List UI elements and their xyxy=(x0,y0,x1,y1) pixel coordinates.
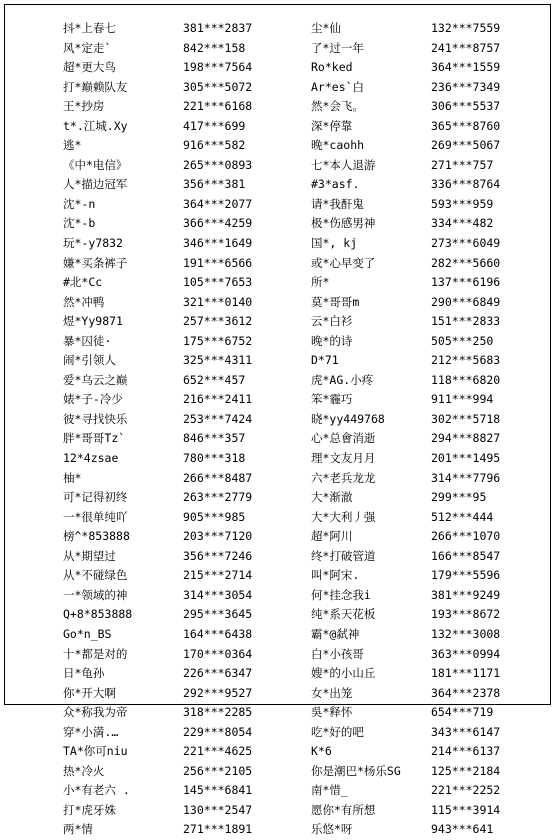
phone-number: 305***5072 xyxy=(183,79,253,94)
phone-number: 366***4259 xyxy=(183,216,253,231)
user-name: 或*心早变了 xyxy=(311,255,376,270)
user-name: 逃* xyxy=(63,138,82,153)
user-name: 然*会飞。 xyxy=(311,99,364,114)
phone-number: 363***0994 xyxy=(431,646,501,661)
user-name: 大*大利丿强 xyxy=(311,509,376,524)
user-name: 大*渐澈 xyxy=(311,490,353,505)
phone-number: 381***9249 xyxy=(431,587,501,602)
user-name: 六*老兵龙龙 xyxy=(311,470,376,485)
phone-number: 282***5660 xyxy=(431,255,501,270)
user-name: 爱*乌云之巅 xyxy=(63,372,128,387)
phone-number: 193***8672 xyxy=(431,607,501,622)
phone-number: 164***6438 xyxy=(183,626,253,641)
user-name: 叫*阿宋. xyxy=(311,568,360,583)
user-name: 人*描边冠军 xyxy=(63,177,128,192)
phone-number: 216***2411 xyxy=(183,392,253,407)
user-name: 嫂*的小山丘 xyxy=(311,666,376,681)
phone-number: 166***8547 xyxy=(431,548,501,563)
user-name: 请*我酐鬼 xyxy=(311,196,364,211)
phone-number: 306***5537 xyxy=(431,99,501,114)
phone-number: 201***1495 xyxy=(431,451,501,466)
user-name: 莫*哥哥m xyxy=(311,294,360,309)
user-name: 小*有老六 . xyxy=(63,783,130,798)
user-name: 闹*引领人 xyxy=(63,353,116,368)
user-name: 白*小孩哥 xyxy=(311,646,364,661)
phone-number: 505***250 xyxy=(431,333,494,348)
user-name: 玩*-y7832 xyxy=(63,236,123,251)
phone-number: 364***1559 xyxy=(431,60,501,75)
phone-number: 417***699 xyxy=(183,118,246,133)
user-name: 超*更大鸟 xyxy=(63,60,116,75)
phone-number: 181***1171 xyxy=(431,666,501,681)
user-name: Go*n_BS xyxy=(63,626,112,641)
user-name: 晚*caohh xyxy=(311,138,365,153)
user-name: 吃*好的吧 xyxy=(311,724,364,739)
phone-number: 226***6347 xyxy=(183,666,253,681)
phone-number: 321***0140 xyxy=(183,294,253,309)
phone-number: 221***4625 xyxy=(183,744,253,759)
user-name: 女*出笼 xyxy=(311,685,353,700)
user-name: 榜^*853888 xyxy=(63,529,130,544)
phone-number: 151***2833 xyxy=(431,314,501,329)
phone-number: 221***2252 xyxy=(431,783,501,798)
user-name: 尘*仙 xyxy=(311,21,341,35)
phone-number: 334***482 xyxy=(431,216,494,231)
phone-number: 212***5683 xyxy=(431,353,501,368)
phone-number: 356***7246 xyxy=(183,548,253,563)
phone-number: 253***7424 xyxy=(183,411,253,426)
user-name: 何*挂念我i xyxy=(311,587,371,602)
phone-number: 652***457 xyxy=(183,372,246,387)
user-name: 超*阿川 xyxy=(311,529,353,544)
user-name: 乐悠*呀 xyxy=(311,822,353,837)
user-name: 十*都是对的 xyxy=(63,646,128,661)
phone-number: 271***1891 xyxy=(183,822,253,837)
user-name: 笨*霾巧 xyxy=(311,392,353,407)
phone-number: 343***6147 xyxy=(431,724,501,739)
phone-number: 132***3008 xyxy=(431,626,501,641)
user-name: 从*不碰绿色 xyxy=(63,568,128,583)
phone-number: 846***357 xyxy=(183,431,246,446)
phone-number: 266***1070 xyxy=(431,529,501,544)
phone-number: 170***0364 xyxy=(183,646,253,661)
user-name: Ro*ked xyxy=(311,60,353,75)
phone-number: 203***7120 xyxy=(183,529,253,544)
user-name: 胖*哥哥Tz` xyxy=(63,431,126,446)
user-name: t*.江城.Xy xyxy=(63,118,128,133)
phone-number: 365***8760 xyxy=(431,118,501,133)
user-name: 打*巅赖队友 xyxy=(63,79,128,94)
user-name: 可*记得初终 xyxy=(63,490,128,505)
phone-number: 266***8487 xyxy=(183,470,253,485)
phone-number: 215***2714 xyxy=(183,568,253,583)
user-name: 愿你*有所想 xyxy=(311,802,376,817)
user-name: 一*领域的神 xyxy=(63,587,128,602)
phone-number: 265***0893 xyxy=(183,157,253,172)
phone-number: 336***8764 xyxy=(431,177,501,192)
user-name: 风*定走` xyxy=(63,40,112,55)
user-name: 你*开大啊 xyxy=(63,685,116,700)
document-frame xyxy=(4,4,551,837)
phone-number: 295***3645 xyxy=(183,607,253,622)
user-name: 婊*子-冷少 xyxy=(63,392,123,407)
user-name: 心*总會消逝 xyxy=(311,431,376,446)
phone-number: 236***7349 xyxy=(431,79,501,94)
user-name: 吳*释怀 xyxy=(311,705,353,720)
user-name: 嫌*买条裤子 xyxy=(63,255,128,270)
phone-number: 105***7653 xyxy=(183,275,253,290)
phone-number: 221***6168 xyxy=(183,99,253,114)
user-name: 暴*囚徒· xyxy=(63,333,112,348)
phone-number: 916***582 xyxy=(183,138,246,153)
user-name: K*6 xyxy=(311,744,332,759)
user-name: 王*抄房 xyxy=(63,99,105,114)
phone-number: 314***7796 xyxy=(431,470,501,485)
user-name: 理*文友月月 xyxy=(311,451,376,466)
user-name: 热*冷火 xyxy=(63,763,105,778)
user-name: 七*本人退游 xyxy=(311,157,376,172)
phone-number: 654***719 xyxy=(431,705,494,720)
user-name: 一*很单纯吖 xyxy=(63,509,128,524)
phone-number: 132***7559 xyxy=(431,21,501,35)
user-name: 然*冲鸭 xyxy=(63,294,105,309)
user-name: 煜*Yy9871 xyxy=(63,314,123,329)
phone-number: 229***8054 xyxy=(183,724,253,739)
phone-number: 125***2184 xyxy=(431,763,501,778)
user-name: 12*4zsae xyxy=(63,451,119,466)
phone-number: 911***994 xyxy=(431,392,494,407)
user-name: 晓*yy449768 xyxy=(311,411,385,426)
user-name: 日*龟孙 xyxy=(63,666,105,681)
user-name: 你是潮巴*杨乐SG xyxy=(311,763,401,778)
phone-number: 364***2077 xyxy=(183,196,253,211)
phone-number: 214***6137 xyxy=(431,744,501,759)
user-name: 纯*系天花板 xyxy=(311,607,376,622)
user-name: #北*Cc xyxy=(63,275,103,290)
phone-number: 191***6566 xyxy=(183,255,253,270)
phone-number: 145***6841 xyxy=(183,783,253,798)
user-name: 南*惜_ xyxy=(311,783,348,798)
phone-number: 257***3612 xyxy=(183,314,253,329)
phone-number: 593***959 xyxy=(431,196,494,211)
user-name: D*71 xyxy=(311,353,339,368)
phone-number: 325***4311 xyxy=(183,353,253,368)
user-name: 沈*-n xyxy=(63,196,96,211)
phone-number: 179***5596 xyxy=(431,568,501,583)
user-name: 打*虎牙姝 xyxy=(63,802,116,817)
phone-number: 263***2779 xyxy=(183,490,253,505)
phone-number: 314***3054 xyxy=(183,587,253,602)
phone-number: 290***6849 xyxy=(431,294,501,309)
phone-number: 292***9527 xyxy=(183,685,253,700)
user-name: 彼*寻找快乐 xyxy=(63,411,128,426)
phone-number: 842***158 xyxy=(183,40,246,55)
phone-number: 115***3914 xyxy=(431,802,501,817)
phone-number: 294***8827 xyxy=(431,431,501,446)
user-name: TA*你可niu xyxy=(63,744,128,759)
phone-number: 271***757 xyxy=(431,157,494,172)
user-name: 极*伤感男神 xyxy=(311,216,376,231)
phone-number: 241***8757 xyxy=(431,40,501,55)
phone-number: 269***5067 xyxy=(431,138,501,153)
phone-number: 318***2285 xyxy=(183,705,253,720)
phone-number: 130***2547 xyxy=(183,802,253,817)
phone-number: 198***7564 xyxy=(183,60,253,75)
phone-number: 512***444 xyxy=(431,509,494,524)
user-name: 《中*电信》 xyxy=(63,157,128,172)
user-name: 抖*上春七 xyxy=(63,21,116,35)
user-name: 晚*的诗 xyxy=(311,333,353,348)
phone-number: 256***2105 xyxy=(183,763,253,778)
user-name: 云*白衫 xyxy=(311,314,353,329)
user-name: 霸*@弑神 xyxy=(311,626,360,641)
user-name: 深*停靠 xyxy=(311,118,353,133)
user-name: 虎*AG.小疼 xyxy=(311,372,374,387)
user-name: 柚* xyxy=(63,470,82,485)
user-name: 国*, kj xyxy=(311,236,358,251)
phone-number: 346***1649 xyxy=(183,236,253,251)
user-name: #3*asf. xyxy=(311,177,360,192)
user-name: 沈*-b xyxy=(63,216,96,231)
phone-number: 175***6752 xyxy=(183,333,253,348)
phone-number: 356***381 xyxy=(183,177,246,192)
user-name: Q+8*853888 xyxy=(63,607,133,622)
user-name: 了*过一年 xyxy=(311,40,364,55)
phone-number: 364***2378 xyxy=(431,685,501,700)
user-name: 终*打破管道 xyxy=(311,548,376,563)
phone-number: 905***985 xyxy=(183,509,246,524)
phone-number: 381***2837 xyxy=(183,21,253,35)
user-name: 穿*小満.… xyxy=(63,724,119,739)
phone-number: 943***641 xyxy=(431,822,494,837)
user-name: 所* xyxy=(311,275,330,290)
user-name: Ar*es`白 xyxy=(311,79,365,94)
phone-number: 137***6196 xyxy=(431,275,501,290)
user-name: 两*情 xyxy=(63,822,93,837)
phone-number: 780***318 xyxy=(183,451,246,466)
phone-number: 299***95 xyxy=(431,490,487,505)
phone-number: 118***6820 xyxy=(431,372,501,387)
user-name: 众*称我为帝 xyxy=(63,705,128,720)
phone-number: 302***5718 xyxy=(431,411,501,426)
phone-number: 273***6049 xyxy=(431,236,501,251)
user-name: 从*期望过 xyxy=(63,548,116,563)
